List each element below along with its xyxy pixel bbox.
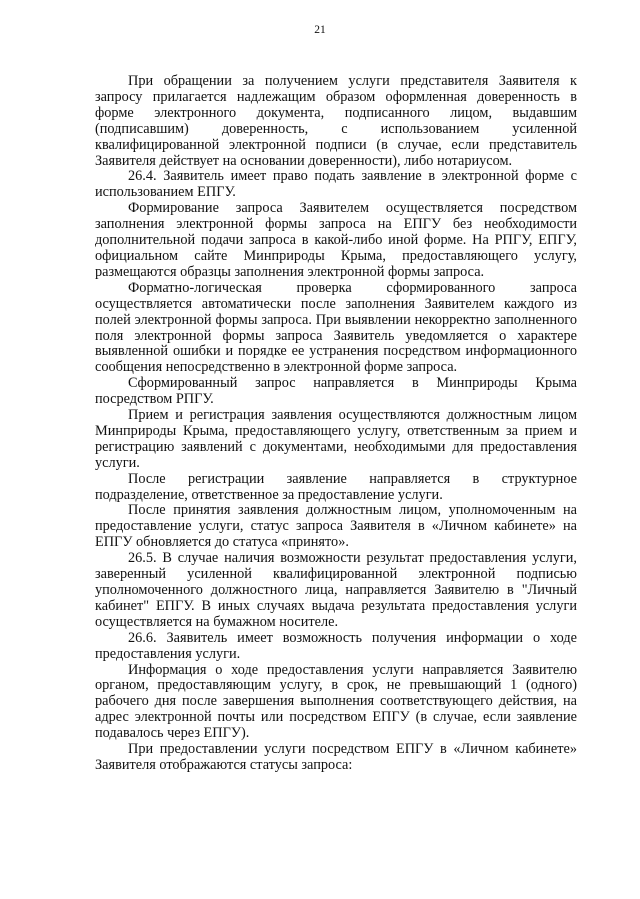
paragraph-reception-registration: Прием и регистрация заявления осуществляются должностным лицом Минприроды Крыма, предоставляющего услугу, ответственным за прием и регистрацию заявлений с документами, необходимыми для предоставления услуги. (95, 407, 577, 471)
document-body (95, 74, 577, 774)
paragraph-format-logical-check: Форматно-логическая проверка сформированного запроса осуществляется автоматически после заполнения Заявителем каждого из полей электронной формы запроса. При выявлении некорректно заполненного поля электронной формы запроса Заявитель уведомляется о характере выявленной ошибки и порядке ее устранения посредством информационного сообщения непосредственно в электронной форме запроса. (95, 279, 577, 376)
paragraph-request-formation: Формирование запроса Заявителем осуществляется посредством заполнения электронной формы запроса на ЕПГУ без необходимости дополнительной подачи запроса в какой-либо иной форме. На РПГУ, ЕПГУ, официальном сайте Минприроды Крыма, предоставляющего услугу, размещаются образцы заполнения электронной формы запроса. (95, 200, 577, 280)
paragraph-after-registration: После регистрации заявление направляется в структурное подразделение, ответственное за предоставление услуги. (95, 470, 577, 503)
paragraph-progress-notification: Информация о ходе предоставления услуги направляется Заявителю органом, предоставляющим услугу, в срок, не превышающий 1 (одного) рабочего дня после завершения выполнения соответствующего действия, на адрес электронной почты или посредством ЕПГУ (в случае, если заявление подавалось через ЕПГУ). (95, 661, 577, 742)
paragraph-request-sent: Сформированный запрос направляется в Минприроды Крыма посредством РПГУ. (95, 375, 577, 408)
paragraph-26-6-progress-info: 26.6. Заявитель имеет возможность получения информации о ходе предоставления услуги. (95, 629, 577, 662)
paragraph-representative-power-of-attorney: При обращении за получением услуги представителя Заявителя к запросу прилагается надлежащим образом оформленная доверенность в форме электронного документа, подписанного лицом, выдавшим (подписавшим) доверенность, с использованием усиленной квалифицированной электронной подписи (в случае, если представитель Заявителя действует на основании доверенности), либо нотариусом. (95, 73, 577, 169)
paragraph-request-statuses: При предоставлении услуги посредством ЕПГУ в «Личном кабинете» Заявителя отображаются статусы запроса: (95, 741, 577, 773)
paragraph-26-5-result-delivery: 26.5. В случае наличия возможности результат предоставления услуги, заверенный усиленной квалифицированной электронной подписью уполномоченного должностного лица, направляется Заявителю в "Личный кабинет" ЕПГУ. В иных случаях выдача результата предоставления услуги осуществляется на бумажном носителе. (95, 550, 577, 630)
paragraph-26-4-electronic-submission: 26.4. Заявитель имеет право подать заявление в электронной форме с использованием ЕПГУ. (95, 168, 577, 201)
page-number: 21 (314, 24, 326, 36)
paragraph-status-accepted: После принятия заявления должностным лицом, уполномоченным на предоставление услуги, статус запроса Заявителя в «Личном кабинете» на ЕПГУ обновляется до статуса «принято». (95, 502, 577, 551)
